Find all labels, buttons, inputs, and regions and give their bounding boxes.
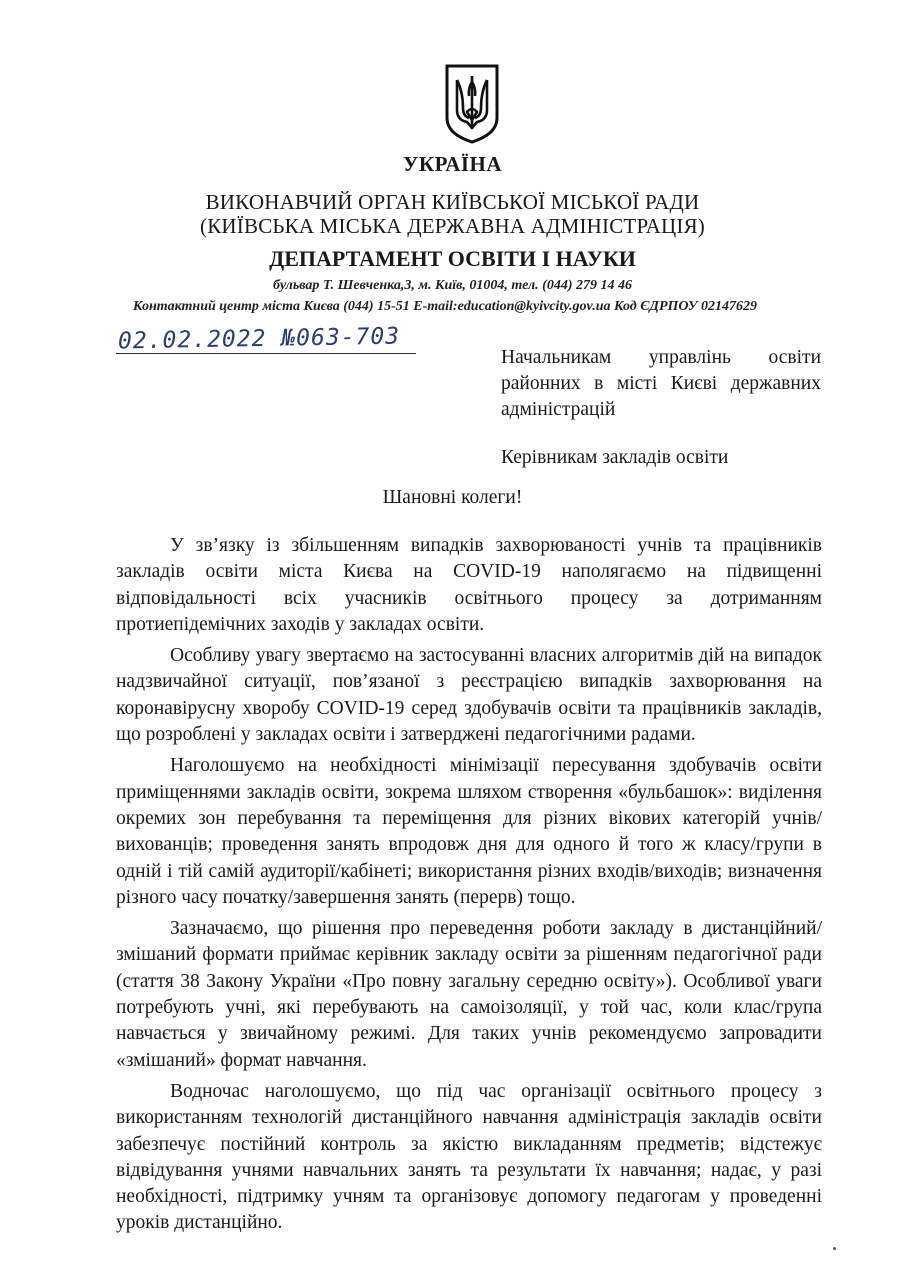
scan-speck xyxy=(833,1247,836,1250)
addressee-district-administrations: Начальникам управлінь освіти районних в місті Києві державних адміністрацій xyxy=(501,347,821,420)
registration-field xyxy=(116,323,416,356)
organization-name-line2: (КИЇВСЬКА МІСЬКА ДЕРЖАВНА АДМІНІСТРАЦІЯ) xyxy=(200,214,705,238)
body-paragraph: У зв’язку із збільшенням випадків захворюваності учнів та працівників закладів освіти міста Києва на COVID-19 наполягаємо на підвищенні відповідальності всіх учасників освітнього процесу за дотриманням протиепідемічних заходів у закладах освіти. xyxy=(116,535,822,635)
department-title: ДЕПАРТАМЕНТ ОСВІТИ І НАУКИ xyxy=(269,246,636,271)
trident-coat-of-arms-icon xyxy=(443,62,501,146)
contact-address: бульвар Т. Шевченка,3, м. Київ, 01004, тел. (044) 279 14 46 xyxy=(273,278,632,293)
country-heading: УКРАЇНА xyxy=(402,152,503,176)
contact-details: Контактний центр міста Києва (044) 15-51 E-mail:education@kyivcity.gov.ua Код ЄДРПОУ 02147629 xyxy=(133,299,757,314)
salutation: Шановні колеги! xyxy=(382,487,523,508)
letter-body xyxy=(116,533,822,1242)
addressee-school-heads: Керівникам закладів освіти xyxy=(501,447,729,468)
body-paragraph: Наголошуємо на необхідності мінімізації пересування здобувачів освіти приміщеннями закладів освіти, зокрема шляхом створення «бульбашок»: виділення окремих зон перебування та переміщення для різних вікових категорій учнів/вихованців; проведення занять впродовж дня для одного й того ж класу/групи в одній і тій самій аудиторії/кабінеті; використання різних входів/виходів; визначення різного часу початку/завершення занять (перерв) тощо. xyxy=(116,755,822,908)
handwritten-date-number: 02.02.2022 №063-703 xyxy=(117,323,401,355)
body-paragraph: Водночас наголошуємо, що під час організації освітнього процесу з використанням технологій дистанційного навчання адміністрація закладів освіти забезпечує постійний контроль за якістю викладанням предметів; відстежує відвідування учнями навчальних занять та результати їх навчання; надає, у разі необхідності, підтримку учням та організовує допомогу педагогам у проведенні уроків дистанційно. xyxy=(116,1080,822,1234)
body-paragraph: Зазначаємо, що рішення про переведення роботи закладу в дистанційний/змішаний формати приймає керівник закладу освіти за рішенням педагогічної ради (стаття 38 Закону України «Про повну загальну середню освіту»). Особливої уваги потребують учні, які перебувають на самоізоляції, у той час, коли клас/група навчається у звичайному режимі. Для таких учнів рекомендуємо запровадити «змішаний» формат навчання. xyxy=(116,918,822,1071)
organization-name-line1: ВИКОНАВЧИЙ ОРГАН КИЇВСЬКОЇ МІСЬКОЇ РАДИ xyxy=(205,190,700,214)
body-paragraph: Особливу увагу звертаємо на застосуванні власних алгоритмів дій на випадок надзвичайної ситуації, пов’язаної з реєстрацією випадків захворювання на коронавірусну хворобу COVID-19 серед здобувачів освіти та працівників закладів, що розроблені у закладах освіти і затверджені педагогічними радами. xyxy=(116,645,822,746)
